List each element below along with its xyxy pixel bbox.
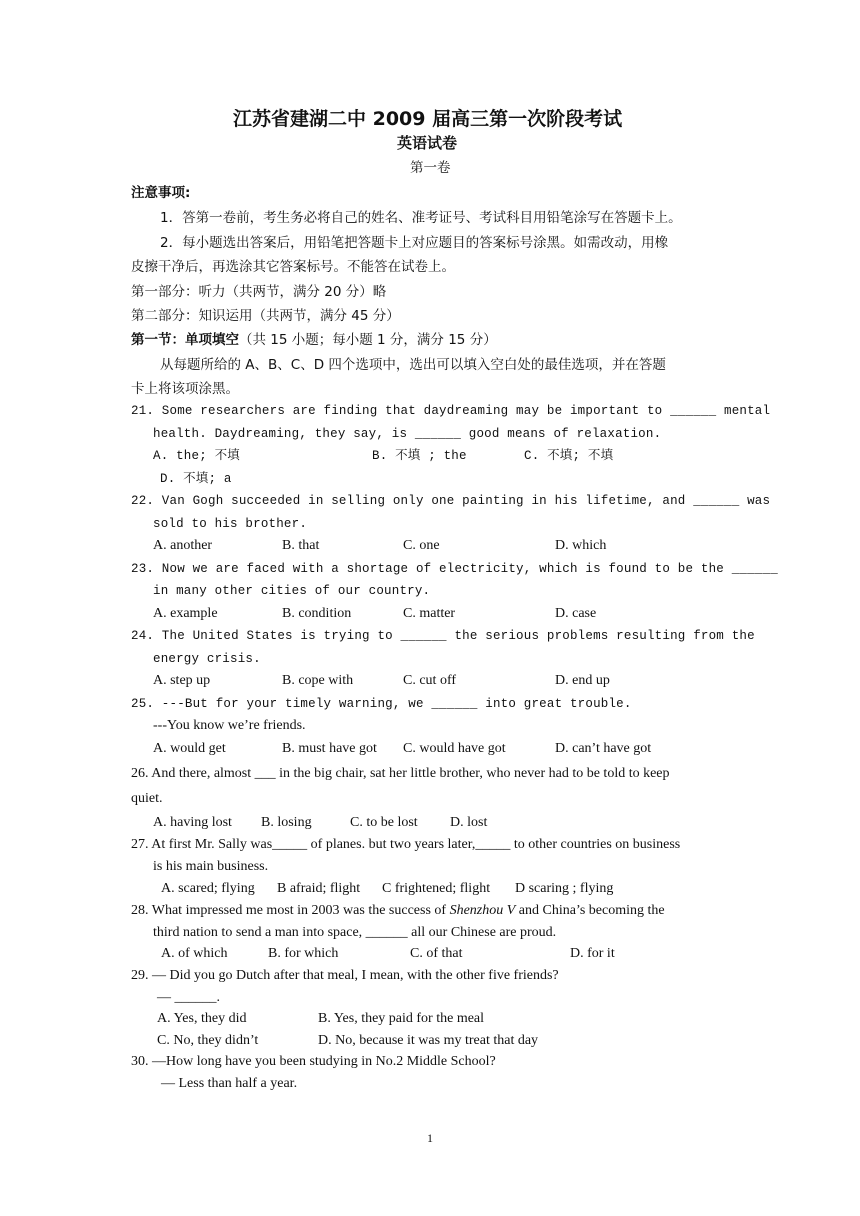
q26-option-a: A. having lost [153, 815, 232, 830]
q21-option-c: C. 不填; 不填 [524, 449, 614, 463]
q23-stem-line-1: 23. Now we are faced with a shortage of electricity, which is found to be the ______ [131, 562, 778, 576]
q23-option-b: B. condition [282, 606, 352, 621]
part-1-heading: 第一部分：听力（共两节，满分 20 分）略 [131, 284, 387, 300]
q28-stem-line-2: third nation to send a man into space, ______ all our Chinese are proud. [153, 925, 557, 940]
q21-stem-line-1: 21. Some researchers are finding that daydreaming may be important to ______ mental [131, 404, 771, 418]
q22-stem-line-1: 22. Van Gogh succeeded in selling only one painting in his lifetime, and ______ was [131, 494, 771, 508]
q24-option-a: A. step up [153, 673, 211, 688]
q21-option-a: A. the; 不填 [153, 449, 241, 463]
q25-option-b: B. must have got [282, 741, 377, 756]
section-1-label: 第一节：单项填空 [131, 332, 239, 348]
q25-option-d: D. can’t have got [555, 741, 652, 756]
notice-item-2-line-2: 皮擦干净后，再选涂其它答案标号。不能答在试卷上。 [131, 259, 455, 275]
q30-stem-line-1: 30. —How long have you been studying in No.2 Middle School? [131, 1054, 496, 1069]
q23-option-d: D. case [555, 606, 597, 621]
q22-option-c: C. one [403, 538, 440, 553]
notice-heading: 注意事项: [131, 185, 191, 201]
q26-option-b: B. losing [261, 815, 312, 830]
instructions-line-2: 卡上将该项涂黑。 [131, 381, 239, 397]
exam-subtitle: 英语试卷 [397, 134, 458, 152]
q27-option-c: C frightened; flight [382, 881, 491, 896]
notice-item-2-line-1: 2．每小题选出答案后，用铅笔把答题卡上对应题目的答案标号涂黑。如需改动，用橡 [160, 235, 669, 251]
notice-item-1: 1．答第一卷前，考生务必将自己的姓名、准考证号、考试科目用铅笔涂写在答题卡上。 [160, 210, 682, 226]
instructions-line-1: 从每题所给的 A、B、C、D 四个选项中，选出可以填入空白处的最佳选项，并在答题 [160, 357, 666, 373]
q28-option-b: B. for which [268, 946, 339, 961]
q21-option-d: D. 不填; a [160, 472, 232, 486]
q29-option-b: B. Yes, they paid for the meal [318, 1011, 485, 1026]
q25-option-a: A. would get [153, 741, 226, 756]
q27-stem-line-1: 27. At first Mr. Sally was_____ of planes. but two years later,_____ to other countries on business [131, 837, 681, 852]
q24-option-d: D. end up [555, 673, 610, 688]
q24-option-b: B. cope with [282, 673, 354, 688]
q28-option-a: A. of which [161, 946, 228, 961]
q27-option-d: D scaring ; flying [515, 881, 614, 896]
q26-option-c: C. to be lost [350, 815, 418, 830]
q29-stem-line-2: — ______. [157, 990, 220, 1005]
q25-option-c: C. would have got [403, 741, 506, 756]
part-2-heading: 第二部分：知识运用（共两节，满分 45 分） [131, 308, 400, 324]
q24-stem-line-2: energy crisis. [153, 652, 261, 666]
q25-stem-line-2: ---You know we’re friends. [153, 718, 306, 733]
q29-stem-line-1: 29. — Did you go Dutch after that meal, I mean, with the other five friends? [131, 968, 559, 983]
q22-option-b: B. that [282, 538, 320, 553]
q27-stem-line-2: is his main business. [153, 859, 269, 874]
q28-stem-line-1 [131, 901, 665, 921]
q22-option-d: D. which [555, 538, 607, 553]
q27-option-b: B afraid; flight [277, 881, 361, 896]
q30-stem-line-2: — Less than half a year. [161, 1076, 298, 1091]
volume-label: 第一卷 [410, 160, 451, 176]
q23-option-a: A. example [153, 606, 218, 621]
page-number: 1 [427, 1131, 433, 1145]
q28-stem-pre: 28. What impressed me most in 2003 was the success of [131, 903, 450, 918]
q23-stem-line-2: in many other cities of our country. [153, 584, 431, 598]
q29-option-c: C. No, they didn’t [157, 1033, 259, 1048]
section-1-detail: （共 15 小题；每小题 1 分，满分 15 分） [239, 332, 497, 348]
q22-stem-line-2: sold to his brother. [153, 517, 308, 531]
q27-option-a: A. scared; flying [161, 881, 255, 896]
q23-option-c: C. matter [403, 606, 456, 621]
q25-stem-line-1: 25. ---But for your timely warning, we ______ into great trouble. [131, 697, 632, 711]
q29-option-a: A. Yes, they did [157, 1011, 247, 1026]
q26-stem-line-1: 26. And there, almost ___ in the big chair, sat her little brother, who never had to be told to keep [131, 766, 670, 781]
q28-option-d: D. for it [570, 946, 615, 961]
q22-option-a: A. another [153, 538, 213, 553]
q21-option-b: B. 不填 ; the [372, 449, 467, 463]
q29-option-d: D. No, because it was my treat that day [318, 1033, 539, 1048]
section-1-heading [131, 330, 497, 350]
q28-stem-italic: Shenzhou V [449, 903, 516, 918]
q26-stem-line-2: quiet. [131, 791, 163, 806]
q26-option-d: D. lost [450, 815, 488, 830]
q24-option-c: C. cut off [403, 673, 457, 688]
q28-stem-post: and China’s becoming the [515, 903, 665, 918]
q21-stem-line-2: health. Daydreaming, they say, is ______ good means of relaxation. [153, 427, 662, 441]
q28-option-c: C. of that [410, 946, 463, 961]
q24-stem-line-1: 24. The United States is trying to ______ the serious problems resulting from the [131, 629, 755, 643]
exam-title: 江苏省建湖二中 2009 届高三第一次阶段考试 [233, 108, 623, 130]
